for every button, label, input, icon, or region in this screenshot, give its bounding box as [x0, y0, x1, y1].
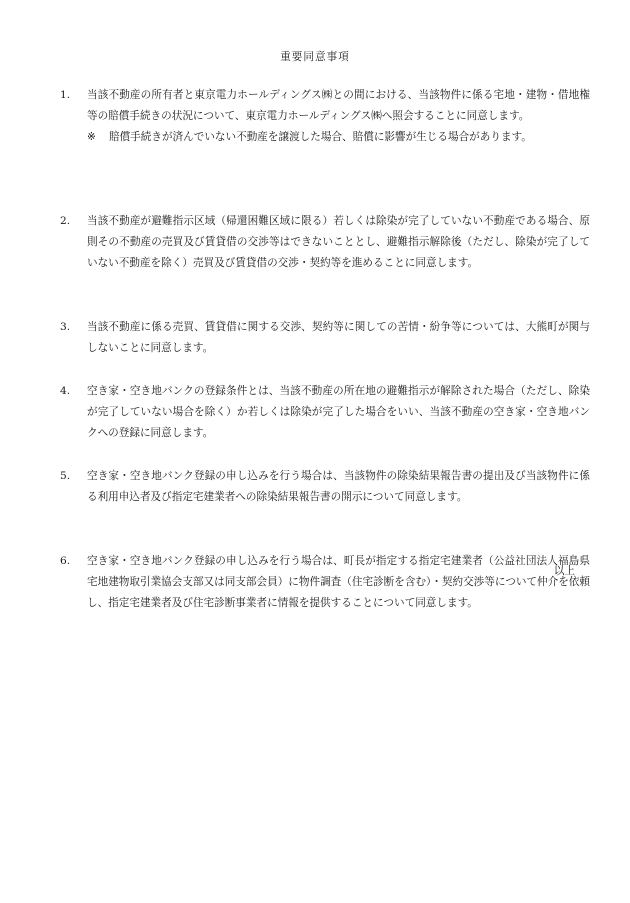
- agreement-item-1: [60, 85, 590, 189]
- agreement-item-6: [60, 551, 590, 635]
- item-number: 4.: [60, 385, 71, 397]
- item-number: 5.: [60, 470, 71, 482]
- agreement-item-3: [60, 317, 590, 359]
- agreement-item-5: [60, 466, 590, 529]
- item-text: 空き家・空き地バンクの登録条件とは、当該不動産の所在地の避難指示が解除された場合（ただし、除染が完了していない場合を除く）か若しくは除染が完了した場合をいい、当該不動産の空き家・空き地バンクへの登録に同意します。: [87, 385, 590, 439]
- item-number: 2.: [60, 215, 71, 227]
- item-note: [87, 127, 590, 148]
- item-number: 6.: [60, 555, 71, 567]
- agreement-item-2: [60, 211, 590, 295]
- agreement-list: [60, 85, 590, 635]
- item-number: 1.: [60, 89, 71, 101]
- closing-mark: 以上: [553, 565, 575, 577]
- agreement-item-4: [60, 381, 590, 444]
- item-text: 当該不動産に係る売買、賃貸借に関する交渉、契約等に関しての苦情・紛争等については、大熊町が関与しないことに同意します。: [87, 321, 590, 354]
- item-text: 当該不動産の所有者と東京電力ホールディングス㈱との間における、当該物件に係る宅地・建物・借地権等の賠償手続きの状況について、東京電力ホールディングス㈱へ照会することに同意します。: [87, 89, 590, 122]
- item-text: 空き家・空き地バンク登録の申し込みを行う場合は、当該物件の除染結果報告書の提出及び当該物件に係る利用申込者及び指定宅建業者への除染結果報告書の開示について同意します。: [87, 470, 590, 503]
- note-mark: ※: [87, 131, 96, 143]
- item-text: 当該不動産が避難指示区域（帰還困難区域に限る）若しくは除染が完了していない不動産である場合、原則その不動産の売買及び賃貸借の交渉等はできないこととし、避難指示解除後（ただし、除染が完了していない不動産を除く）売買及び賃貸借の交渉・契約等を進めることに同意します。: [87, 215, 590, 269]
- document-title: 重要同意事項: [280, 51, 350, 63]
- item-text: 空き家・空き地バンク登録の申し込みを行う場合は、町長が指定する指定宅建業者（公益社団法人福島県宅地建物取引業協会支部又は同支部会員）に物件調査（住宅診断を含む）・契約交渉等について仲介を依頼し、指定宅建業者及び住宅診断事業者に情報を提供することについて同意します。: [87, 555, 590, 609]
- note-text: 賠償手続きが済んでいない不動産を譲渡した場合、賠償に影響が生じる場合があります。: [109, 131, 532, 143]
- item-number: 3.: [60, 321, 71, 333]
